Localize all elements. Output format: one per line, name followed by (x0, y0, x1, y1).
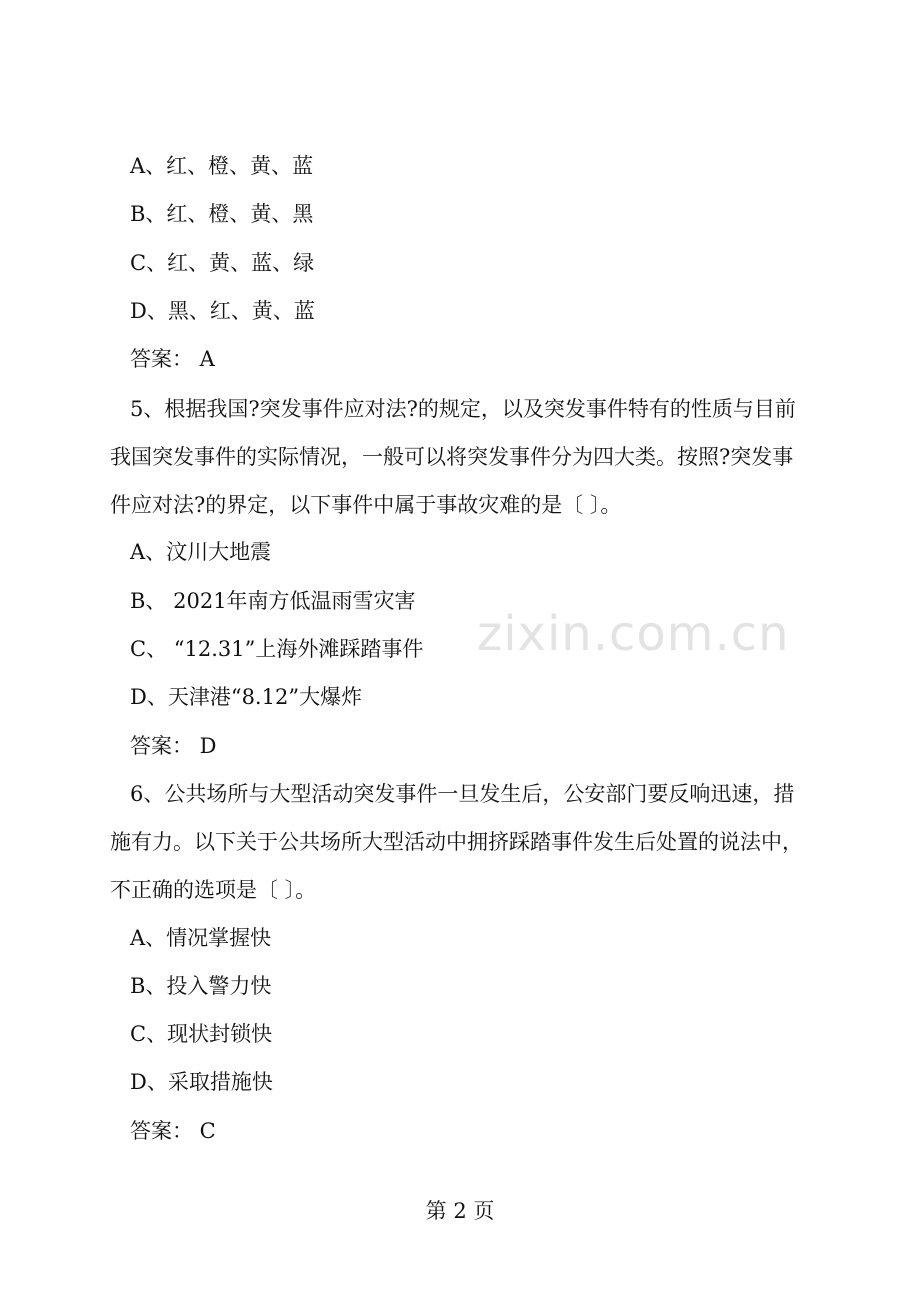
q6-question: 6、公共场所与大型活动突发事件一旦发生后，公安部门要反响迅速，措施有力。以下关于公共场所大型活动中拥挤踩踏事件发生后处置的说法中，不正确的选项是〔 〕。 (110, 782, 803, 902)
q4-answer: 答案： A (130, 347, 215, 371)
page-number: 第 2 页 (425, 1199, 495, 1223)
q6-option-a: A、情况掌握快 (130, 926, 272, 950)
q5-answer: 答案： D (130, 734, 217, 758)
q6-option-d: D、采取措施快 (130, 1070, 273, 1094)
q4-option-c: C、红、黄、蓝、绿 (130, 251, 315, 275)
q5-option-a: A、汶川大地震 (130, 540, 272, 564)
q4-option-b: B、红、橙、黄、黑 (130, 202, 314, 226)
q5-option-c: C、 “12.31”上海外滩踩踏事件 (130, 637, 424, 661)
q6-option-b: B、投入警力快 (130, 974, 272, 998)
q6-option-c: C、现状封锁快 (130, 1022, 273, 1046)
q6-answer: 答案： C (130, 1119, 216, 1143)
q5-option-d: D、天津港“8.12”大爆炸 (130, 685, 363, 709)
watermark: zixin.com.cn (477, 606, 790, 662)
q4-option-a: A、红、橙、黄、蓝 (130, 154, 314, 178)
q4-option-d: D、黑、红、黄、蓝 (130, 299, 315, 323)
q5-option-b: B、 2021年南方低温雨雪灾害 (130, 589, 416, 613)
q5-question: 5、根据我国?突发事件应对法?的规定，以及突发事件特有的性质与目前我国突发事件的实际情况，一般可以将突发事件分为四大类。按照?突发事件应对法?的界定，以下事件中属于事故灾难的是〔 〕。 (110, 397, 796, 517)
